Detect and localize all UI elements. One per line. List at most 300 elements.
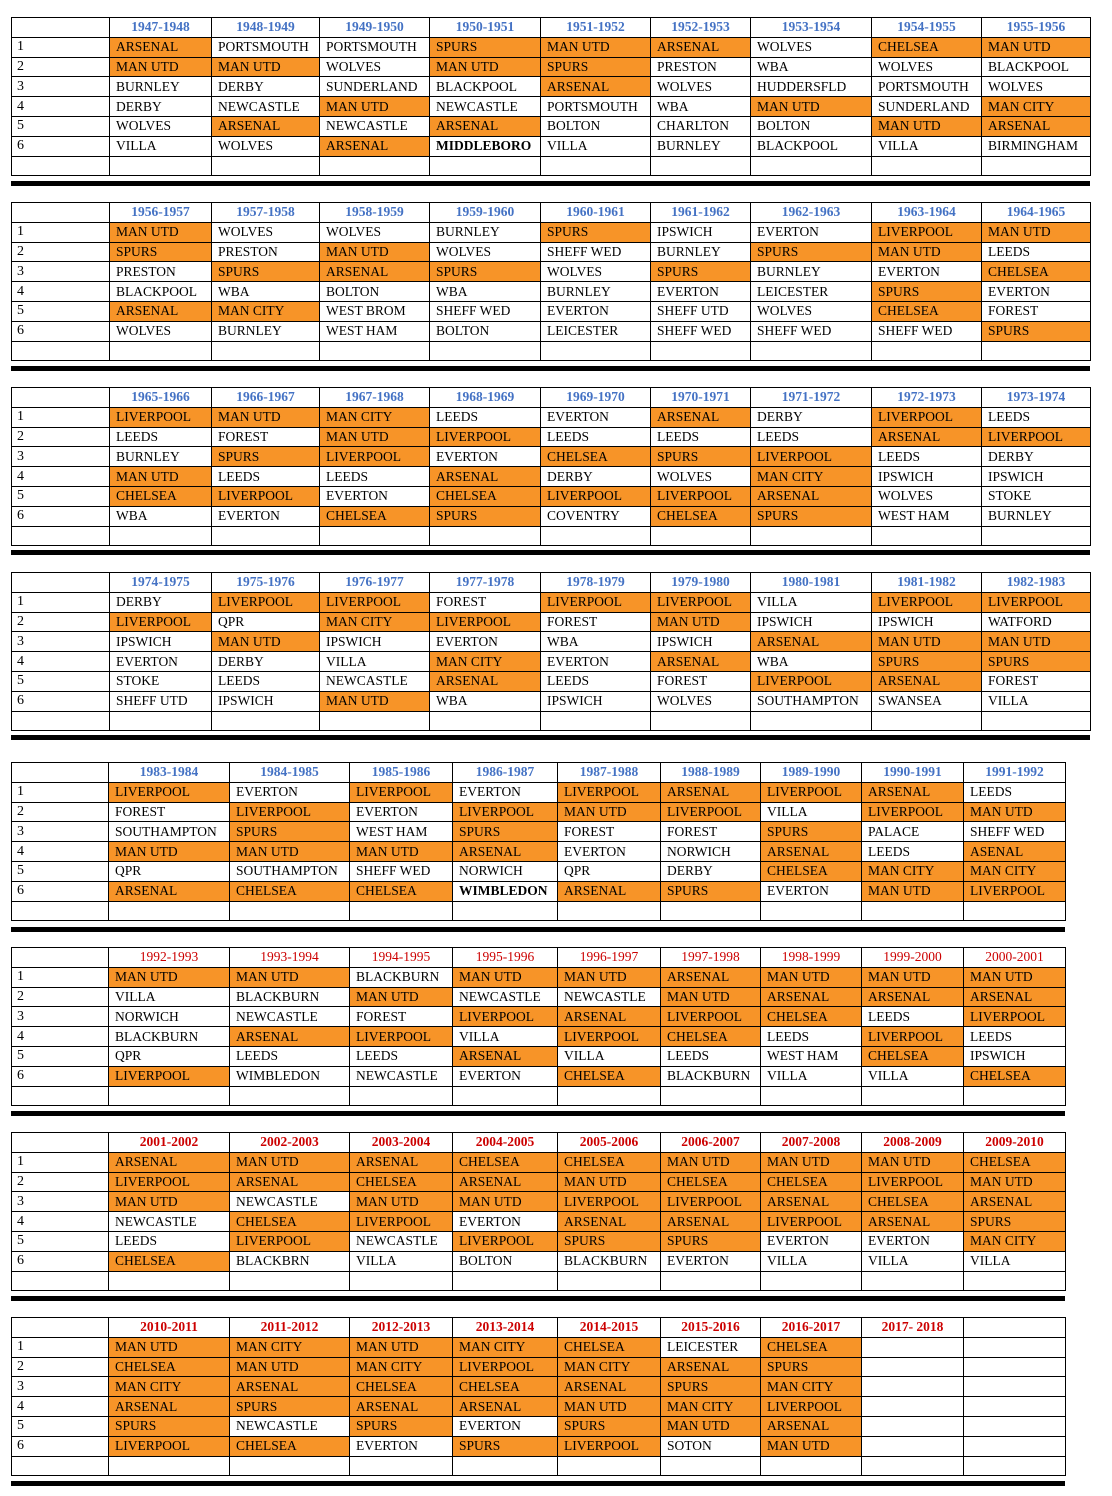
team-cell: SPURS <box>110 242 212 262</box>
season-year: 2005-2006 <box>558 1133 661 1153</box>
team-cell: SOUTHAMPTON <box>230 861 350 881</box>
team-cell: LIVERPOOL <box>982 592 1091 612</box>
team-cell: NORWICH <box>109 1007 230 1027</box>
team-cell: MAN CITY <box>350 1357 453 1377</box>
empty-cell <box>661 1271 761 1291</box>
table-row <box>12 592 1091 612</box>
team-cell: WEST HAM <box>350 822 453 842</box>
team-cell: DERBY <box>541 467 651 487</box>
team-cell: LEEDS <box>212 467 320 487</box>
season-year: 1958-1959 <box>320 203 430 223</box>
rank-number: 4 <box>12 1397 109 1417</box>
team-cell: ARSENAL <box>761 987 862 1007</box>
season-year: 1986-1987 <box>453 763 558 783</box>
team-cell: LEEDS <box>982 407 1091 427</box>
team-cell: NEWCASTLE <box>558 987 661 1007</box>
team-cell: SOUTHAMPTON <box>109 822 230 842</box>
team-cell <box>862 1377 964 1397</box>
season-year: 2016-2017 <box>761 1318 862 1338</box>
team-cell: SWANSEA <box>872 691 982 711</box>
team-cell: MAN UTD <box>661 1416 761 1436</box>
team-cell: LEEDS <box>964 782 1066 802</box>
team-cell: BOLTON <box>541 116 651 136</box>
empty-cell <box>110 526 212 546</box>
table-row <box>12 1416 1066 1436</box>
section-divider <box>11 1481 1065 1486</box>
team-cell: ARSENAL <box>430 116 541 136</box>
team-cell: WBA <box>110 506 212 526</box>
empty-cell <box>350 901 453 921</box>
team-cell: LIVERPOOL <box>661 1192 761 1212</box>
team-cell: LEEDS <box>661 1046 761 1066</box>
team-cell: BURNLEY <box>212 321 320 341</box>
season-year: 1991-1992 <box>964 763 1066 783</box>
team-cell: WOLVES <box>110 321 212 341</box>
team-cell: IPSWICH <box>982 467 1091 487</box>
team-cell: MAN UTD <box>661 1152 761 1172</box>
table-row <box>12 321 1091 341</box>
team-cell: SPURS <box>982 321 1091 341</box>
table-row <box>12 1231 1066 1251</box>
team-cell: SHEFF WED <box>541 242 651 262</box>
rank-number: 3 <box>12 447 110 467</box>
team-cell: MAN UTD <box>761 967 862 987</box>
team-cell: VILLA <box>558 1046 661 1066</box>
team-cell: IPSWICH <box>872 467 982 487</box>
empty-cell <box>212 526 320 546</box>
team-cell: WOLVES <box>982 77 1091 97</box>
table-row <box>12 467 1091 487</box>
team-cell: SHEFF WED <box>872 321 982 341</box>
team-cell: MAN UTD <box>751 97 872 117</box>
team-cell: MAN UTD <box>110 467 212 487</box>
empty-cell <box>862 1271 964 1291</box>
empty-cell <box>212 156 320 176</box>
corner-cell <box>12 18 110 38</box>
team-cell: VILLA <box>761 1251 862 1271</box>
team-cell: ARSENAL <box>453 842 558 862</box>
team-cell: SPURS <box>982 652 1091 672</box>
team-cell: MAN UTD <box>430 57 541 77</box>
season-block <box>11 202 1091 361</box>
team-cell: EVERTON <box>761 1231 862 1251</box>
team-cell <box>964 1337 1066 1357</box>
table-row <box>12 427 1091 447</box>
team-cell: VILLA <box>109 987 230 1007</box>
team-cell: LIVERPOOL <box>350 782 453 802</box>
corner-cell <box>12 1133 109 1153</box>
rank-number: 1 <box>12 592 110 612</box>
team-cell: SPURS <box>761 822 862 842</box>
empty-cell <box>350 1456 453 1476</box>
team-cell: MAN CITY <box>761 1377 862 1397</box>
team-cell: SPURS <box>350 1416 453 1436</box>
team-cell: LIVERPOOL <box>761 1397 862 1417</box>
empty-cell <box>320 711 430 731</box>
team-cell: NEWCASTLE <box>212 97 320 117</box>
team-cell: LIVERPOOL <box>558 1027 661 1047</box>
team-cell: ARSENAL <box>661 782 761 802</box>
season-year: 1993-1994 <box>230 948 350 968</box>
team-cell: FOREST <box>982 301 1091 321</box>
team-cell: CHELSEA <box>558 1152 661 1172</box>
team-cell: MAN UTD <box>964 802 1066 822</box>
team-cell: WIMBLEDON <box>453 881 558 901</box>
table-row <box>12 301 1091 321</box>
team-cell: LIVERPOOL <box>964 881 1066 901</box>
spacer-row <box>12 1086 1066 1106</box>
team-cell: ARSENAL <box>661 967 761 987</box>
team-cell: ARSENAL <box>862 1212 964 1232</box>
team-cell: LIVERPOOL <box>110 612 212 632</box>
team-cell: CHELSEA <box>661 1027 761 1047</box>
team-cell: EVERTON <box>350 802 453 822</box>
team-cell: ARSENAL <box>453 1172 558 1192</box>
team-cell: LEEDS <box>862 842 964 862</box>
team-cell: LIVERPOOL <box>541 592 651 612</box>
team-cell: CHELSEA <box>761 1172 862 1192</box>
season-year: 1980-1981 <box>751 573 872 593</box>
empty-cell <box>751 526 872 546</box>
team-cell: SUNDERLAND <box>872 97 982 117</box>
team-cell: LEEDS <box>964 1027 1066 1047</box>
team-cell: ARSENAL <box>651 652 751 672</box>
rank-number: 6 <box>12 691 110 711</box>
rank-number: 2 <box>12 802 109 822</box>
team-cell: EVERTON <box>661 1251 761 1271</box>
empty-cell <box>982 711 1091 731</box>
section-divider <box>11 181 1090 186</box>
team-cell: SPURS <box>661 1231 761 1251</box>
season-year: 1957-1958 <box>212 203 320 223</box>
team-cell: MAN UTD <box>350 1337 453 1357</box>
team-cell: MIDDLEBORO <box>430 136 541 156</box>
team-cell <box>862 1357 964 1377</box>
team-cell: CHELSEA <box>872 301 982 321</box>
section-divider <box>11 927 1065 932</box>
team-cell: ARSENAL <box>651 407 751 427</box>
team-cell: LIVERPOOL <box>862 1027 964 1047</box>
empty-cell <box>661 1456 761 1476</box>
spacer-row <box>12 901 1066 921</box>
team-cell: CHELSEA <box>109 1357 230 1377</box>
team-cell: SPURS <box>430 262 541 282</box>
team-cell: WBA <box>430 691 541 711</box>
empty-cell <box>982 526 1091 546</box>
team-cell: LEEDS <box>761 1027 862 1047</box>
standings-table <box>11 572 1091 731</box>
season-block <box>11 1317 1066 1476</box>
team-cell: SPURS <box>661 881 761 901</box>
season-year: 1960-1961 <box>541 203 651 223</box>
team-cell: LIVERPOOL <box>751 447 872 467</box>
season-year: 1956-1957 <box>110 203 212 223</box>
rank-number: 4 <box>12 467 110 487</box>
season-year: 1990-1991 <box>862 763 964 783</box>
team-cell: WOLVES <box>651 691 751 711</box>
team-cell: LIVERPOOL <box>320 447 430 467</box>
team-cell: ARSENAL <box>558 1212 661 1232</box>
rank-number: 5 <box>12 486 110 506</box>
season-year: 1998-1999 <box>761 948 862 968</box>
team-cell: NEWCASTLE <box>350 1066 453 1086</box>
team-cell: BOLTON <box>453 1251 558 1271</box>
team-cell <box>964 1416 1066 1436</box>
team-cell: IPSWICH <box>212 691 320 711</box>
empty-cell <box>12 711 110 731</box>
season-year: 1989-1990 <box>761 763 862 783</box>
empty-cell <box>761 1456 862 1476</box>
empty-cell <box>453 1086 558 1106</box>
team-cell: FOREST <box>661 822 761 842</box>
team-cell: SHEFF WED <box>651 321 751 341</box>
team-cell: EVERTON <box>430 632 541 652</box>
empty-cell <box>862 1086 964 1106</box>
team-cell: NEWCASTLE <box>430 97 541 117</box>
team-cell: SPURS <box>212 262 320 282</box>
team-cell: MAN UTD <box>350 842 453 862</box>
team-cell: MAN UTD <box>558 1397 661 1417</box>
team-cell: LIVERPOOL <box>453 1357 558 1377</box>
team-cell: LIVERPOOL <box>212 592 320 612</box>
team-cell: LEEDS <box>109 1231 230 1251</box>
team-cell: EVERTON <box>541 301 651 321</box>
rank-number: 6 <box>12 881 109 901</box>
empty-cell <box>12 901 109 921</box>
team-cell: MAN CITY <box>751 467 872 487</box>
team-cell: FOREST <box>651 671 751 691</box>
team-cell: MAN UTD <box>541 37 651 57</box>
team-cell: MAN UTD <box>872 632 982 652</box>
team-cell: LEEDS <box>541 427 651 447</box>
team-cell: EVERTON <box>453 782 558 802</box>
team-cell: SPURS <box>453 1436 558 1456</box>
season-year: 2002-2003 <box>230 1133 350 1153</box>
rank-number: 3 <box>12 262 110 282</box>
team-cell: MAN UTD <box>320 97 430 117</box>
team-cell: MAN UTD <box>109 1337 230 1357</box>
table-row <box>12 116 1091 136</box>
rank-number: 5 <box>12 1416 109 1436</box>
team-cell: MAN CITY <box>862 861 964 881</box>
standings-table <box>11 202 1091 361</box>
empty-cell <box>964 901 1066 921</box>
team-cell: MAN UTD <box>453 1192 558 1212</box>
empty-cell <box>109 1086 230 1106</box>
team-cell: ARSENAL <box>982 116 1091 136</box>
table-row <box>12 1337 1066 1357</box>
team-cell: LIVERPOOL <box>761 782 862 802</box>
team-cell: ARSENAL <box>230 1027 350 1047</box>
season-year: 2004-2005 <box>453 1133 558 1153</box>
table-row <box>12 447 1091 467</box>
season-year: 1971-1972 <box>751 388 872 408</box>
season-year: 1977-1978 <box>430 573 541 593</box>
standings-table <box>11 762 1066 921</box>
team-cell: WEST HAM <box>320 321 430 341</box>
season-block <box>11 1132 1066 1291</box>
table-row <box>12 57 1091 77</box>
table-row <box>12 652 1091 672</box>
season-year: 1948-1949 <box>212 18 320 38</box>
team-cell: LIVERPOOL <box>558 782 661 802</box>
season-year: 1987-1988 <box>558 763 661 783</box>
team-cell: EVERTON <box>453 1416 558 1436</box>
team-cell: WOLVES <box>320 222 430 242</box>
team-cell: MAN UTD <box>661 987 761 1007</box>
team-cell: LIVERPOOL <box>558 1192 661 1212</box>
season-year: 1982-1983 <box>982 573 1091 593</box>
empty-cell <box>320 526 430 546</box>
team-cell: SPURS <box>453 822 558 842</box>
corner-cell <box>12 763 109 783</box>
team-cell: IPSWICH <box>541 691 651 711</box>
team-cell: SHEFF UTD <box>651 301 751 321</box>
team-cell: CHELSEA <box>558 1337 661 1357</box>
team-cell: MAN UTD <box>109 967 230 987</box>
corner-cell <box>12 203 110 223</box>
team-cell: LIVERPOOL <box>558 1436 661 1456</box>
empty-cell <box>230 1086 350 1106</box>
standings-table <box>11 1317 1066 1476</box>
rank-number: 4 <box>12 282 110 302</box>
team-cell: SPURS <box>661 1377 761 1397</box>
team-cell: EVERTON <box>453 1066 558 1086</box>
spacer-row <box>12 526 1091 546</box>
empty-cell <box>430 341 541 361</box>
corner-cell <box>12 388 110 408</box>
rank-number: 4 <box>12 1027 109 1047</box>
empty-cell <box>109 901 230 921</box>
team-cell: SPURS <box>751 242 872 262</box>
team-cell: BURNLEY <box>751 262 872 282</box>
spacer-row <box>12 1271 1066 1291</box>
team-cell: WOLVES <box>212 136 320 156</box>
rank-number: 2 <box>12 1357 109 1377</box>
table-row <box>12 97 1091 117</box>
team-cell: ARSENAL <box>558 881 661 901</box>
season-year: 2007-2008 <box>761 1133 862 1153</box>
team-cell: EVERTON <box>651 282 751 302</box>
team-cell: LIVERPOOL <box>761 1212 862 1232</box>
team-cell: QPR <box>109 861 230 881</box>
season-year: 1952-1953 <box>651 18 751 38</box>
team-cell: SPURS <box>872 282 982 302</box>
table-row <box>12 861 1066 881</box>
season-year: 1985-1986 <box>350 763 453 783</box>
table-row <box>12 842 1066 862</box>
team-cell: WBA <box>430 282 541 302</box>
table-row <box>12 612 1091 632</box>
team-cell: WOLVES <box>430 242 541 262</box>
season-year: 2013-2014 <box>453 1318 558 1338</box>
team-cell: ARSENAL <box>651 37 751 57</box>
team-cell: ARSENAL <box>661 1212 761 1232</box>
team-cell: SPURS <box>430 506 541 526</box>
season-year <box>964 1318 1066 1338</box>
rank-number: 4 <box>12 842 109 862</box>
team-cell: LIVERPOOL <box>230 802 350 822</box>
team-cell: VILLA <box>320 652 430 672</box>
table-row <box>12 282 1091 302</box>
empty-cell <box>12 341 110 361</box>
team-cell: LIVERPOOL <box>109 782 230 802</box>
table-row <box>12 1046 1066 1066</box>
team-cell: CHELSEA <box>651 506 751 526</box>
team-cell: MAN UTD <box>230 842 350 862</box>
rank-number: 1 <box>12 1337 109 1357</box>
empty-cell <box>661 1086 761 1106</box>
team-cell: SHEFF WED <box>751 321 872 341</box>
team-cell: LIVERPOOL <box>430 427 541 447</box>
team-cell: EVERTON <box>320 486 430 506</box>
team-cell: SPURS <box>212 447 320 467</box>
team-cell: ARSENAL <box>109 1152 230 1172</box>
season-year: 1984-1985 <box>230 763 350 783</box>
team-cell: MAN UTD <box>862 881 964 901</box>
standings-table <box>11 1132 1066 1291</box>
table-row <box>12 1397 1066 1417</box>
team-cell: IPSWICH <box>651 222 751 242</box>
team-cell: ARSENAL <box>872 671 982 691</box>
team-cell: MAN UTD <box>320 427 430 447</box>
season-year: 2008-2009 <box>862 1133 964 1153</box>
team-cell: ARSENAL <box>212 116 320 136</box>
team-cell: WEST BROM <box>320 301 430 321</box>
team-cell: LEEDS <box>320 467 430 487</box>
team-cell: BURNLEY <box>110 77 212 97</box>
team-cell: BURNLEY <box>110 447 212 467</box>
rank-number: 6 <box>12 506 110 526</box>
team-cell: SPURS <box>751 506 872 526</box>
table-row <box>12 262 1091 282</box>
team-cell: EVERTON <box>558 842 661 862</box>
team-cell: MAN CITY <box>230 1337 350 1357</box>
team-cell: LIVERPOOL <box>872 407 982 427</box>
team-cell: PORTSMOUTH <box>212 37 320 57</box>
team-cell: VILLA <box>541 136 651 156</box>
team-cell: EVERTON <box>982 282 1091 302</box>
team-cell: ARSENAL <box>862 987 964 1007</box>
team-cell: CHELSEA <box>109 1251 230 1271</box>
team-cell: WEST HAM <box>761 1046 862 1066</box>
empty-cell <box>12 156 110 176</box>
team-cell: LIVERPOOL <box>541 486 651 506</box>
empty-cell <box>430 711 541 731</box>
team-cell: SHEFF WED <box>964 822 1066 842</box>
rank-number: 1 <box>12 967 109 987</box>
table-row <box>12 691 1091 711</box>
spacer-row <box>12 1456 1066 1476</box>
empty-cell <box>872 341 982 361</box>
team-cell: IPSWICH <box>872 612 982 632</box>
table-row <box>12 1152 1066 1172</box>
team-cell: NEWCASTLE <box>320 671 430 691</box>
empty-cell <box>964 1271 1066 1291</box>
team-cell: MAN CITY <box>964 1231 1066 1251</box>
empty-cell <box>430 526 541 546</box>
team-cell: MAN CITY <box>109 1377 230 1397</box>
team-cell: WOLVES <box>651 467 751 487</box>
rank-number: 5 <box>12 1046 109 1066</box>
team-cell: NEWCASTLE <box>230 1192 350 1212</box>
team-cell: MAN CITY <box>320 407 430 427</box>
team-cell: LEEDS <box>541 671 651 691</box>
team-cell: CHELSEA <box>430 486 541 506</box>
team-cell: ARSENAL <box>110 37 212 57</box>
empty-cell <box>230 901 350 921</box>
team-cell: MAN CITY <box>558 1357 661 1377</box>
